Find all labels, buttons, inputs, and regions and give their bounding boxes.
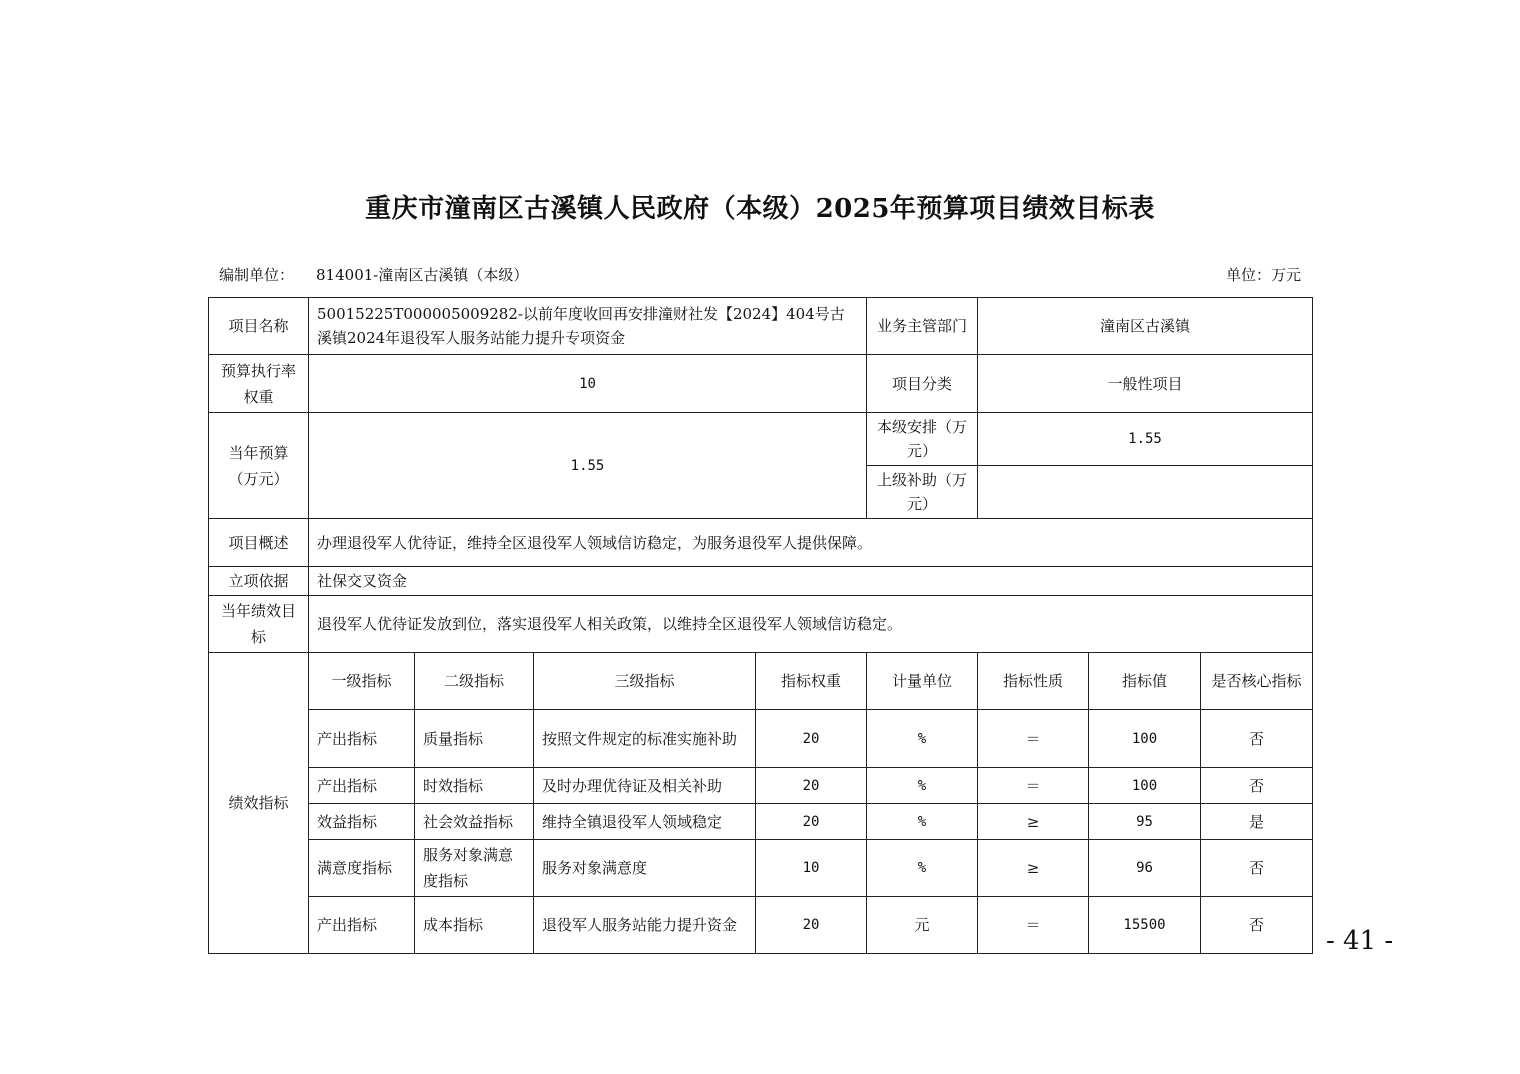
table-row <box>209 768 1313 804</box>
goal-label: 当年绩效目标 <box>209 596 309 653</box>
dept-label: 业务主管部门 <box>867 298 978 355</box>
indicator-core: 否 <box>1201 840 1313 897</box>
indicator-header-row <box>209 653 1313 710</box>
budget-label: 当年预算（万元） <box>209 413 309 519</box>
upper-label: 上级补助（万元） <box>867 466 978 519</box>
row-project-name <box>209 298 1313 355</box>
overview-label: 项目概述 <box>209 519 309 567</box>
indicator-core: 是 <box>1201 804 1313 840</box>
indicator-l3: 及时办理优待证及相关补助 <box>534 768 756 804</box>
compiling-unit <box>219 264 528 285</box>
indicator-unit: 元 <box>867 897 978 954</box>
indicator-l1: 产出指标 <box>309 768 415 804</box>
table-row <box>209 710 1313 768</box>
header-weight: 指标权重 <box>756 653 867 710</box>
weight-value: 10 <box>309 355 867 413</box>
indicator-value: 96 <box>1089 840 1201 897</box>
indicators-label: 绩效指标 <box>209 653 309 954</box>
indicator-l2: 时效指标 <box>415 768 534 804</box>
indicator-unit: % <box>867 840 978 897</box>
indicator-l2: 社会效益指标 <box>415 804 534 840</box>
indicator-value: 100 <box>1089 710 1201 768</box>
performance-target-table <box>208 297 1313 954</box>
indicator-l1: 效益指标 <box>309 804 415 840</box>
indicator-weight: 20 <box>756 804 867 840</box>
indicator-unit: % <box>867 768 978 804</box>
project-name-value: 50015225T000005009282-以前年度收回再安排潼财社发【2024】404号古溪镇2024年退役军人服务站能力提升专项资金 <box>309 298 867 355</box>
row-goal <box>209 596 1313 653</box>
indicator-core: 否 <box>1201 897 1313 954</box>
header-nature: 指标性质 <box>978 653 1089 710</box>
indicator-weight: 20 <box>756 710 867 768</box>
page-number: - 41 - <box>1326 926 1394 956</box>
basis-label: 立项依据 <box>209 567 309 596</box>
indicator-nature: ＝ <box>978 897 1089 954</box>
indicator-core: 否 <box>1201 768 1313 804</box>
project-name-label: 项目名称 <box>209 298 309 355</box>
local-value: 1.55 <box>978 413 1313 466</box>
currency-unit: 单位：万元 <box>1225 266 1301 284</box>
indicator-core: 否 <box>1201 710 1313 768</box>
indicator-l1: 产出指标 <box>309 897 415 954</box>
indicator-l2: 成本指标 <box>415 897 534 954</box>
compiling-unit-label: 编制单位： <box>219 266 295 284</box>
indicator-l3: 退役军人服务站能力提升资金 <box>534 897 756 954</box>
table-row <box>209 897 1313 954</box>
overview-value: 办理退役军人优待证，维持全区退役军人领域信访稳定，为服务退役军人提供保障。 <box>309 519 1313 567</box>
indicator-l1: 产出指标 <box>309 710 415 768</box>
compiling-unit-value: 814001-潼南区古溪镇（本级） <box>316 266 529 284</box>
indicator-l3: 维持全镇退役军人领域稳定 <box>534 804 756 840</box>
category-value: 一般性项目 <box>978 355 1313 413</box>
row-overview <box>209 519 1313 567</box>
indicator-nature: ＝ <box>978 710 1089 768</box>
row-budget <box>209 413 1313 466</box>
table-row <box>209 840 1313 897</box>
header-l1: 一级指标 <box>309 653 415 710</box>
basis-value: 社保交叉资金 <box>309 567 1313 596</box>
indicator-value: 95 <box>1089 804 1201 840</box>
row-basis <box>209 567 1313 596</box>
table-row <box>209 804 1313 840</box>
indicator-weight: 20 <box>756 768 867 804</box>
page-title: 重庆市潼南区古溪镇人民政府（本级）2025年预算项目绩效目标表 <box>365 194 1155 224</box>
indicator-l1: 满意度指标 <box>309 840 415 897</box>
header-l2: 二级指标 <box>415 653 534 710</box>
row-weight <box>209 355 1313 413</box>
weight-label: 预算执行率权重 <box>209 355 309 413</box>
indicator-l3: 服务对象满意度 <box>534 840 756 897</box>
header-core: 是否核心指标 <box>1201 653 1313 710</box>
local-label: 本级安排（万元） <box>867 413 978 466</box>
indicator-l3: 按照文件规定的标准实施补助 <box>534 710 756 768</box>
indicator-l2: 服务对象满意度指标 <box>415 840 534 897</box>
indicator-nature: ≥ <box>978 840 1089 897</box>
indicator-value: 100 <box>1089 768 1201 804</box>
goal-value: 退役军人优待证发放到位，落实退役军人相关政策，以维持全区退役军人领域信访稳定。 <box>309 596 1313 653</box>
indicator-weight: 10 <box>756 840 867 897</box>
header-l3: 三级指标 <box>534 653 756 710</box>
dept-value: 潼南区古溪镇 <box>978 298 1313 355</box>
indicator-nature: ≥ <box>978 804 1089 840</box>
header-unit: 计量单位 <box>867 653 978 710</box>
indicator-weight: 20 <box>756 897 867 954</box>
header-value: 指标值 <box>1089 653 1201 710</box>
budget-value: 1.55 <box>309 413 867 519</box>
indicator-nature: ＝ <box>978 768 1089 804</box>
indicator-value: 15500 <box>1089 897 1201 954</box>
indicator-l2: 质量指标 <box>415 710 534 768</box>
indicator-unit: % <box>867 710 978 768</box>
indicator-unit: % <box>867 804 978 840</box>
upper-value <box>978 466 1313 519</box>
category-label: 项目分类 <box>867 355 978 413</box>
